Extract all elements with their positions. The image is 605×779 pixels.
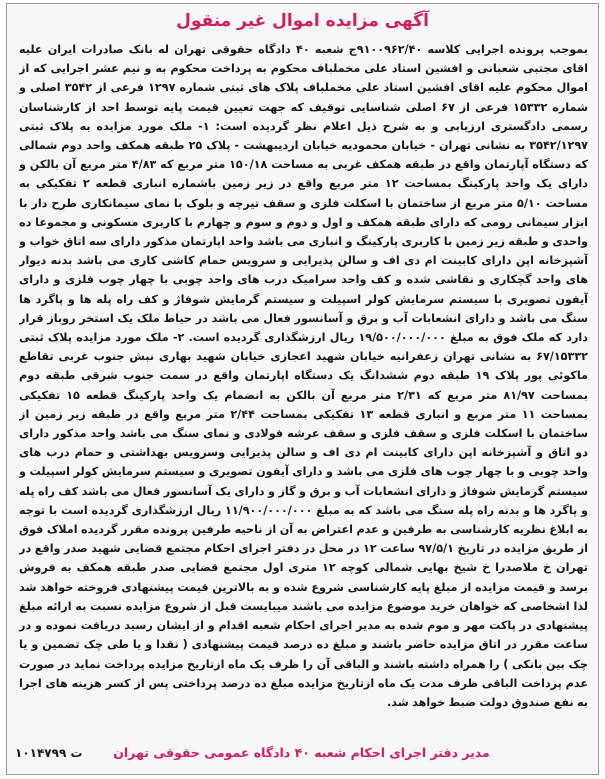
- notice-signature: مدیر دفتر اجرای احکام شعبه ۴۰ دادگاه عمومی حقوقی تهران: [113, 745, 490, 760]
- legal-notice-clipping: [6, 3, 599, 775]
- notice-body: بموجب پرونده اجرایی کلاسه ۹۱۰۰۹۶۲/۴۰ج شعبه ۴۰ دادگاه حقوقی تهران له بانک صادرات ایران علیه اقای مجتبی شعبانی و افشین استاد علی مخملباف محکوم به پرداخت محکوم به و نیم عشر اجرایی که از اموال محکوم علیه اقای افشین استاد علی مخملباف پلاک های ثبتی شماره ۱۲۹۷ فرعی از ۳۵۴۲ اصلی و شماره ۱۵۳۳۲ فرعی از ۶۷ اصلی شناسایی توقیف که جهت تعیین قیمت پایه توسط احد از کارشناسان رسمی دادگستری ارزیابی و به شرح ذیل اعلام نظر گردیده است: ۱- ملک مورد مزایده به پلاک ثبتی ۳۵۴۲/۱۲۹۷ به نشانی تهران - خیابان محمودیه خیابان اردیبهشت - پلاک ۲۵ طبقه همکف واحد دوم شمالی که دستگاه آپارتمان واقع در طبقه همکف غربی به مساحت ۱۵۰/۱۸ متر مربع که ۴/۸۳ متر مربع آن بالکن و دارای یک واحد پارکینگ بمساحت ۱۲ متر مربع واقع در زیر زمین باشماره انباری قطعه ۲ تفکیکی به مساحت ۵/۱۰ متر مربع از ساختمان با اسکلت فلزی و سقف تیرچه و بلوک با نمای سیمانکاری طرح دار با ابزار سیمانی رومی که دارای طبقه همکف و اول و دوم و سوم و چهارم با کاربری مسکونی و مجموعا ده واحدی و طبقه زیر زمین با کاربری پارکینگ و انباری می باشد واحد اپارتمان مذکور دارای سه اتاق خواب و آشپزخانه اپن دارای کابینت ام دی اف و سالن پذیرایی و سرویس حمام کاشی کاری می باشد بدنه دیوار های واحد گچکاری و نقاشی شده و کف واحد سرامیک درب های واحد چوبی با چهار چوب فلزی و دارای آیفون تصویری با سیستم سرمایش کولر اسپیلت و سیستم گرمایش شوفاژ و کف راه پله ها و پاگرد ها سنگ می باشد و دارای انشعابات آب و برق و آسانسور فعال می باشد در حیاط ملک یک استخر روباز قرار دارد که ملک فوق به مبلغ ۱۹/۵۰۰/۰۰۰/۰۰۰ ریال ارزشگذاری گردیده است. ۲- ملک مورد مزایده پلاک ثبتی ۶۷/۱۵۳۳۲ به نشانی تهران زعفرانیه خیابان شهید اعجازی خیابان شهید بهاری نبش جنوب غربی تقاطع ماکوئی پور پلاک ۱۹ طبقه دوم ششدانگ یک دستگاه اپارتمان واقع در سمت جنوب شرقی طبقه دوم بمساحت ۸۱/۹۷ متر مربع که ۲/۳۱ متر مربع آن بالکن به انضمام یک واحد پارکینگ قطعه ۱۵ تفکیکی بمساحت ۱۱ متر مربع و انباری قطعه ۱۳ تفکیکی بمساحت ۲/۴۴ متر مربع واقع در طبقه زیر زمین از ساختمان با اسکلت فلزی و سقف فلزی و سقف عرشه فولادی و نمای سنگ می باشد واحد مذکور دارای دو اتاق و آشپزخانه اپن دارای کابینت ام دی اف و سالن پذیرایی وسرویس بهداشتی و حمام درب های واحد چوبی و با چهار چوب های فلزی می باشد و دارای آیفون تصویری و سیستم سرمایش کولر اسپیلت و سیستم گرمایش شوفاژ و دارای انشعابات آب و برق و گاز و دارای یک آسانسور فعال می باشد کف راه پله و پاگرد ها و بدنه راه پله سنگ می باشد که به مبلغ ۱۱/۹۰۰/۰۰۰/۰۰۰ ریال ارزشگذاری گردیده است با توجه به ابلاغ نظریه کارشناسی به طرفین و عدم اعتراض به آن از ناحیه طرفین پرونده مقرر گردیده املاک فوق از طریق مزایده در تاریخ ۹۷/۵/۱ ساعت ۱۲ در محل در دفتر اجرای احکام مجتمع قضایی شهید صدر واقع در تهران خ ملاصدرا خ شیخ بهایی شمالی کوچه ۱۲ متری اول مجتمع قضایی صدر طبقه همکف به فروش برسد و قیمت مزایده از مبلغ پایه کارشناسی شروع شده و به بالاترین قیمت پیشنهادی فروخته خواهد شد لذا اشخاصی که خواهان خرید موضوع مزایده می باشند میبایست قبل از شروع مزایده نسبت به ارائه مبلغ پیشنهادی در پاکت مهر و موم شده به مدیر اجرای احکام شعبه اقدام و از ایشان رسید دریافت نموده و در ساعت مقرر در اتاق مزایده حاضر باشند و مبلغ ده درصد قیمت پیشنهادی ( نقدا و یا طی چک تضمین و یا چک بین بانکی ) را همراه داشته باشند و الباقی آن را ظرف یک ماه ازتاریخ مزایده پرداخت نماید در صورت عدم پرداخت الباقی ظرف مدت یک ماه ازتاریخ مزایده مبلغ ده درصد پرداختی پس از کسر هزینه های اجرا به نفع صندوق دولت ضبط خواهد شد.: [19, 43, 588, 709]
- notice-footer: [15, 742, 588, 764]
- notice-title: آگهی مزایده اموال غیر منقول: [176, 11, 429, 31]
- notice-code: ۱۰۱۴۷۹۹ ت: [15, 746, 83, 760]
